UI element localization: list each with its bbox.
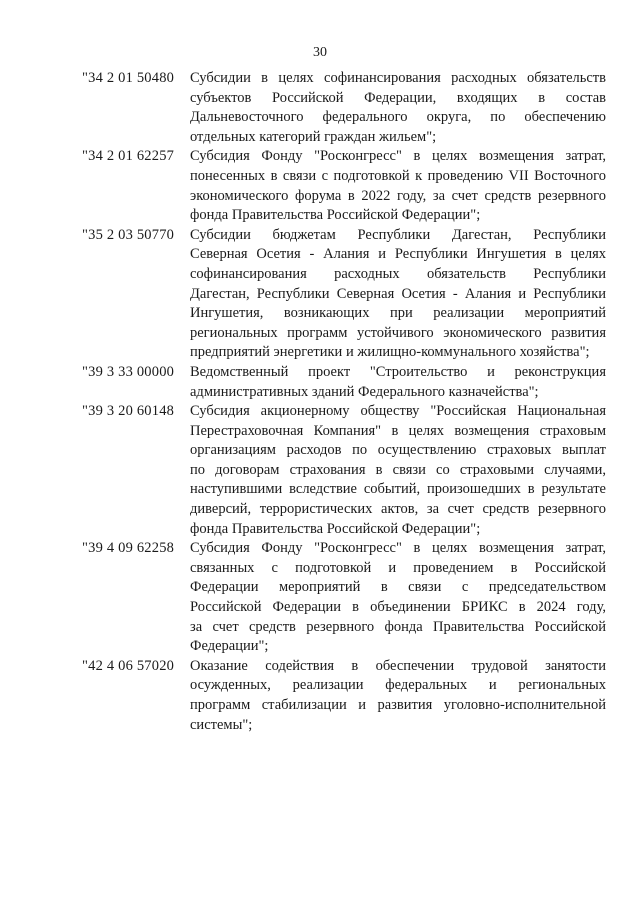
description-line: Федерации"; — [190, 638, 269, 655]
description-line: организациям расходов по осуществлению страховых выплат — [190, 442, 606, 459]
description-line: субъектов Российской Федерации, входящих в состав — [190, 89, 606, 106]
description-line: Ингушетия, возникающих при реализации мероприятий — [190, 305, 606, 322]
description-line: предприятий энергетики и жилищно-коммунального хозяйства"; — [190, 344, 590, 361]
budget-entry — [82, 147, 606, 225]
description-line: системы"; — [190, 716, 253, 733]
budget-code: "39 4 09 62258 — [82, 540, 175, 557]
description-line: по договорам страхования в связи со страховыми случаями, — [190, 461, 606, 478]
budget-code-description — [190, 402, 606, 539]
description-line: Субсидии в целях софинансирования расходных обязательств — [190, 70, 606, 86]
budget-code-description — [190, 226, 606, 363]
description-line: административных зданий Федерального казначейства"; — [190, 383, 539, 400]
budget-code: "34 2 01 50480 — [82, 70, 175, 86]
budget-code-description — [190, 147, 606, 225]
budget-entry — [82, 363, 606, 402]
budget-code-description — [190, 69, 606, 147]
description-line: Ведомственный проект "Строительство и реконструкция — [190, 363, 606, 380]
budget-code-description — [190, 657, 606, 735]
description-line: Перестраховочная Компания" в целях возмещения страховым — [190, 422, 606, 439]
description-line: осужденных, реализации федеральных и региональных — [190, 677, 606, 694]
description-line: за счет средств резервного фонда Правительства Российской — [190, 618, 606, 635]
budget-code-list — [82, 69, 606, 735]
description-line: диверсий, террористических актов, за счет средств резервного — [190, 501, 606, 518]
description-line: Субсидии бюджетам Республики Дагестан, Республики — [190, 226, 606, 243]
budget-code: "39 3 20 60148 — [82, 403, 175, 420]
budget-code-description — [190, 539, 606, 657]
budget-entry — [82, 226, 606, 363]
budget-entry — [82, 539, 606, 657]
description-line: программ стабилизации и развития уголовно-исполнительной — [190, 697, 606, 713]
budget-code-description — [190, 363, 606, 402]
budget-code: "39 3 33 00000 — [82, 363, 175, 380]
description-line: фонда Правительства Российской Федерации"; — [190, 207, 481, 224]
description-line: Северная Осетия - Алания и Республики Ингушетия в целях — [190, 246, 606, 263]
budget-entry — [82, 657, 606, 735]
description-line: связанных с подготовкой и проведением в Российской — [190, 559, 606, 576]
budget-entry — [82, 69, 606, 147]
budget-entry — [82, 402, 606, 539]
description-line: Дальневосточного федерального округа, по обеспечению — [190, 109, 606, 126]
budget-code: "35 2 03 50770 — [82, 226, 175, 243]
description-line: Субсидия Фонду "Росконгресс" в целях возмещения затрат, — [190, 148, 606, 165]
budget-code: "34 2 01 62257 — [82, 148, 175, 165]
description-line: софинансирования расходных обязательств Республики — [190, 265, 606, 282]
description-line: Субсидия Фонду "Росконгресс" в целях возмещения затрат, — [190, 540, 606, 557]
description-line: экономического форума в 2022 году, за счет средств резервного — [190, 187, 606, 204]
description-line: региональных программ устойчивого экономического развития — [190, 324, 606, 341]
description-line: наступившими вследствие событий, произошедших в результате — [190, 481, 606, 498]
description-line: Российской Федерации в объединении БРИКС в 2024 году, — [190, 599, 606, 616]
description-line: Оказание содействия в обеспечении трудовой занятости — [190, 657, 606, 674]
description-line: понесенных в связи с подготовкой к проведению VII Восточного — [190, 167, 606, 184]
description-line: Дагестан, Республики Северная Осетия - Алания и Республики — [190, 285, 606, 302]
description-line: отдельных категорий граждан жильем"; — [190, 128, 437, 145]
description-line: фонда Правительства Российской Федерации"; — [190, 520, 481, 537]
description-line: Субсидия акционерному обществу "Российская Национальная — [190, 403, 606, 420]
description-line: Федерации мероприятий в связи с председательством — [190, 579, 606, 596]
page-number: 30 — [313, 45, 327, 60]
budget-code: "42 4 06 57020 — [82, 657, 175, 674]
